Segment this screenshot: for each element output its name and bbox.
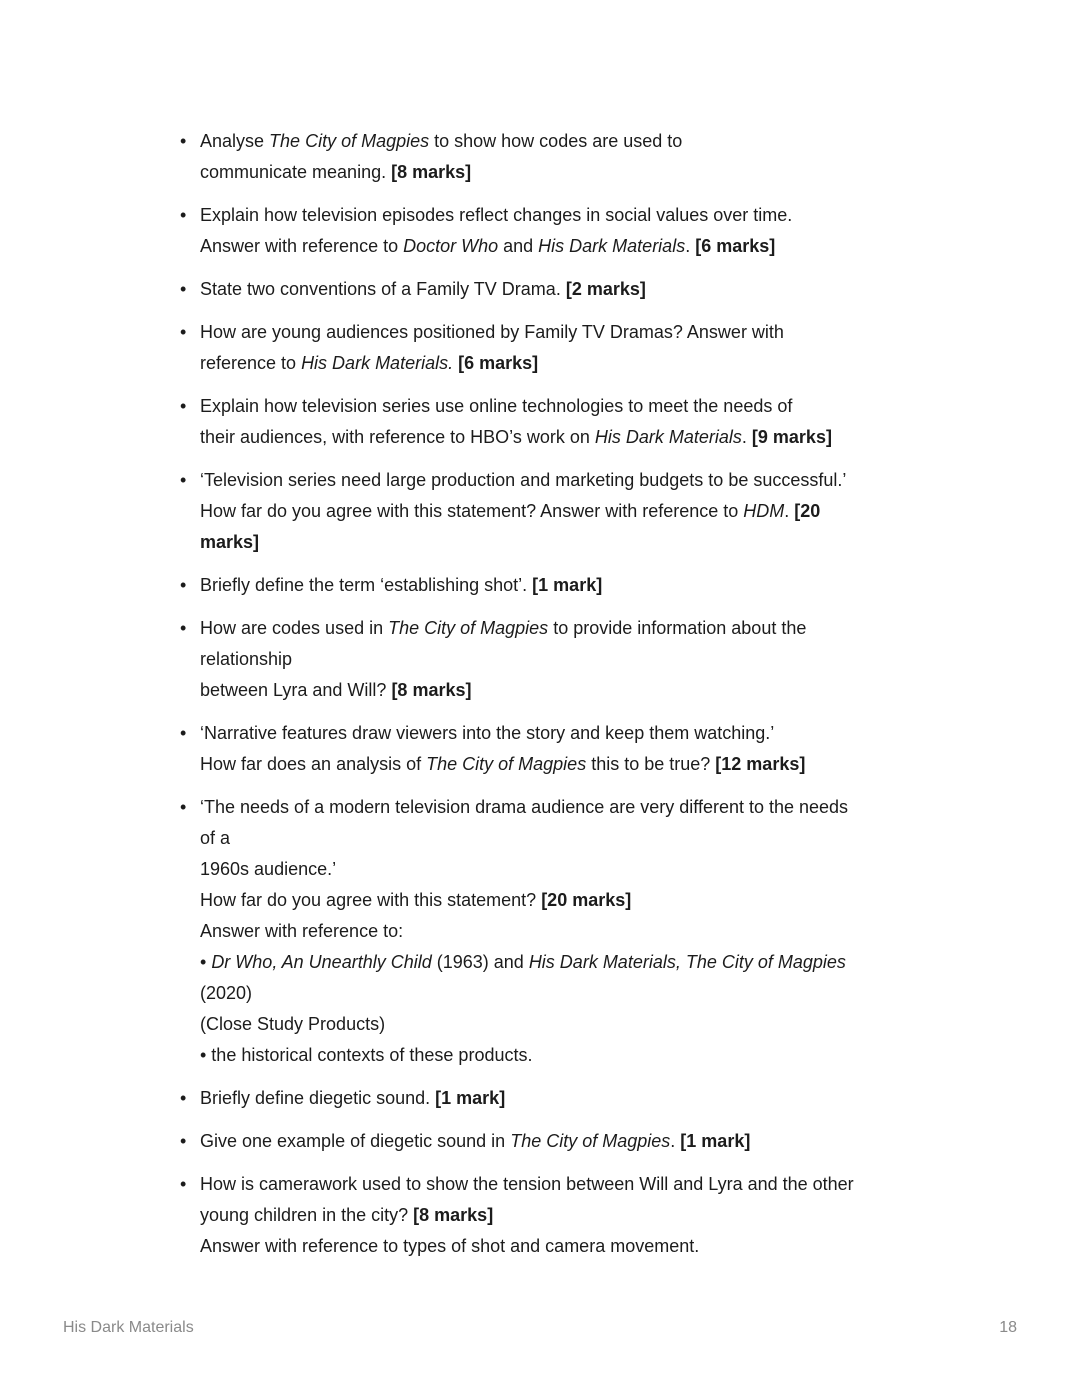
text-segment: • the historical contexts of these products. <box>200 1045 533 1065</box>
text-line <box>200 823 980 854</box>
text-segment: Answer with reference to: <box>200 921 404 941</box>
text-segment: . <box>685 236 696 256</box>
text-segment: How far do you agree with this statement? Answer with reference to <box>200 501 744 521</box>
text-segment: [8 marks] <box>413 1205 494 1225</box>
list-item <box>180 317 980 379</box>
page-number: 18 <box>999 1319 1017 1336</box>
text-segment: Doctor Who <box>403 236 499 256</box>
text-segment: to provide information about the <box>548 618 807 638</box>
text-segment: (1963) and <box>431 952 529 972</box>
text-segment: • <box>200 952 212 972</box>
text-segment: 1960s audience.’ <box>200 859 337 879</box>
text-line <box>200 1040 980 1071</box>
text-line <box>200 496 980 527</box>
text-segment: Briefly define diegetic sound. <box>200 1088 436 1108</box>
text-line <box>200 644 980 675</box>
text-segment: . <box>741 427 752 447</box>
text-line <box>200 1231 980 1262</box>
text-segment: [1 mark] <box>532 575 603 595</box>
text-segment: relationship <box>200 649 293 669</box>
text-line <box>200 231 980 262</box>
text-line <box>200 718 980 749</box>
text-line <box>200 527 980 558</box>
text-segment: Dr Who, An Unearthly Child <box>211 952 432 972</box>
text-segment: His Dark Materials <box>538 236 686 256</box>
text-segment: [6 marks] <box>695 236 776 256</box>
text-segment: Analyse <box>200 131 270 151</box>
text-segment: How far does an analysis of <box>200 754 427 774</box>
text-line <box>200 675 980 706</box>
text-segment: The City of Magpies <box>388 618 549 638</box>
text-line <box>200 1126 980 1157</box>
text-segment: . <box>670 1131 681 1151</box>
text-segment: [20 marks] <box>541 890 632 910</box>
text-line <box>200 854 980 885</box>
text-segment: [8 marks] <box>391 680 472 700</box>
text-line <box>200 1200 980 1231</box>
text-segment: Explain how television series use online technologies to meet the needs of <box>200 396 793 416</box>
list-item <box>180 1126 980 1157</box>
text-segment: Briefly define the term ‘establishing shot’. <box>200 575 533 595</box>
text-line <box>200 792 980 823</box>
text-segment: How are young audiences positioned by Family TV Dramas? Answer with <box>200 322 784 342</box>
text-line <box>200 749 980 780</box>
text-line <box>200 465 980 496</box>
footer-doc-title: His Dark Materials <box>63 1319 194 1336</box>
text-segment: ‘The needs of a modern television drama audience are very different to the needs <box>200 797 849 817</box>
list-item <box>180 391 980 453</box>
list-item <box>180 792 980 1071</box>
list-item <box>180 570 980 601</box>
text-segment: His Dark Materials <box>594 427 742 447</box>
text-line <box>200 348 980 379</box>
text-segment: Give one example of diegetic sound in <box>200 1131 511 1151</box>
text-segment: HDM <box>743 501 785 521</box>
text-segment: marks] <box>200 532 260 552</box>
text-line <box>200 916 980 947</box>
text-segment: [1 mark] <box>680 1131 751 1151</box>
text-line <box>200 1009 980 1040</box>
text-segment: of a <box>200 828 231 848</box>
text-segment: The City of Magpies <box>510 1131 671 1151</box>
text-segment: How are codes used in <box>200 618 389 638</box>
text-segment: ‘Narrative features draw viewers into the story and keep them watching.’ <box>200 723 775 743</box>
text-segment: [8 marks] <box>391 162 472 182</box>
text-line <box>200 391 980 422</box>
text-segment: (Close Study Products) <box>200 1014 386 1034</box>
text-segment: Explain how television episodes reflect changes in social values over time. <box>200 205 793 225</box>
text-segment: His Dark Materials, The City of Magpies <box>528 952 846 972</box>
text-segment: How far do you agree with this statement? <box>200 890 542 910</box>
text-line <box>200 885 980 916</box>
text-segment: The City of Magpies <box>426 754 587 774</box>
text-segment: His Dark Materials. <box>301 353 454 373</box>
text-line <box>200 978 980 1009</box>
list-item <box>180 1169 980 1262</box>
list-item <box>180 613 980 706</box>
text-segment: [1 mark] <box>435 1088 506 1108</box>
text-line <box>200 422 980 453</box>
text-line <box>200 317 980 348</box>
text-line <box>200 570 980 601</box>
text-line <box>200 613 980 644</box>
text-line <box>200 274 980 305</box>
text-segment: [9 marks] <box>751 427 832 447</box>
text-line <box>200 200 980 231</box>
text-segment: Answer with reference to types of shot and camera movement. <box>200 1236 700 1256</box>
text-segment: ‘Television series need large production and marketing budgets to be successful.’ <box>200 470 847 490</box>
text-line <box>200 1169 980 1200</box>
text-line <box>200 157 980 188</box>
text-segment: The City of Magpies <box>269 131 430 151</box>
list-item <box>180 126 980 188</box>
text-segment: their audiences, with reference to HBO’s work on <box>200 427 595 447</box>
text-segment: this to be true? <box>586 754 716 774</box>
text-segment: [2 marks] <box>565 279 646 299</box>
text-segment: to show how codes are used to <box>429 131 683 151</box>
text-segment: [20 <box>794 501 821 521</box>
text-segment: [12 marks] <box>715 754 806 774</box>
text-segment: reference to <box>200 353 302 373</box>
list-item <box>180 465 980 558</box>
text-segment: (2020) <box>200 983 253 1003</box>
list-item <box>180 1083 980 1114</box>
text-segment: communicate meaning. <box>200 162 392 182</box>
text-line <box>200 126 980 157</box>
text-segment: and <box>498 236 539 256</box>
text-segment: State two conventions of a Family TV Drama. <box>200 279 566 299</box>
text-segment: How is camerawork used to show the tension between Will and Lyra and the other <box>200 1174 854 1194</box>
text-segment: [6 marks] <box>458 353 539 373</box>
list-item <box>180 200 980 262</box>
text-segment: . <box>784 501 795 521</box>
text-line <box>200 947 980 978</box>
list-item <box>180 274 980 305</box>
text-segment: Answer with reference to <box>200 236 404 256</box>
list-item <box>180 718 980 780</box>
text-segment: between Lyra and Will? <box>200 680 392 700</box>
text-segment: young children in the city? <box>200 1205 414 1225</box>
page-footer <box>63 1318 1017 1338</box>
text-line <box>200 1083 980 1114</box>
